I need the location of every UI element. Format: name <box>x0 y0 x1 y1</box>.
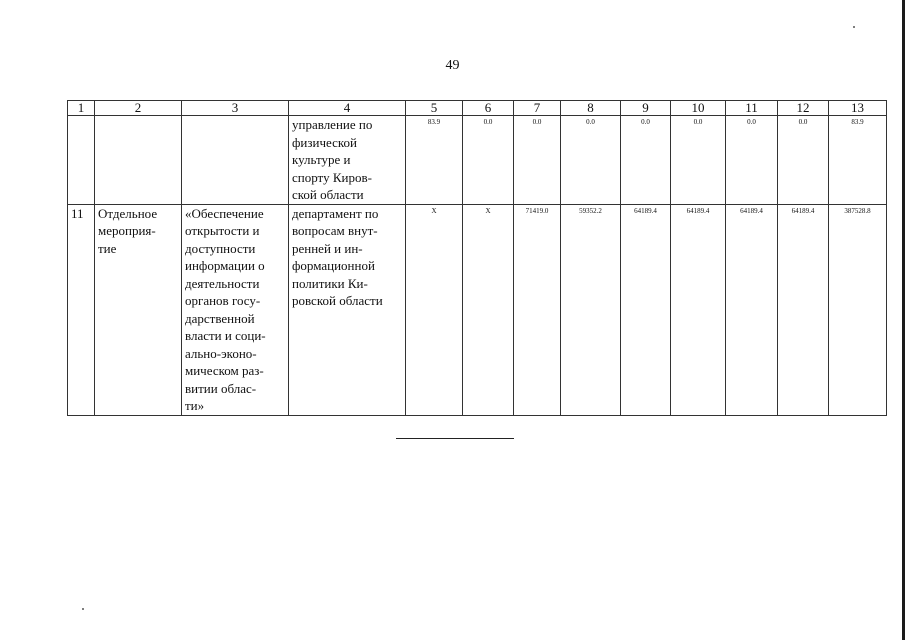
value-cell: 83.9 <box>406 116 463 205</box>
scan-speck <box>853 26 855 28</box>
col-header: 13 <box>829 101 887 116</box>
col-header: 12 <box>778 101 829 116</box>
value-cell: 83.9 <box>829 116 887 205</box>
col-header: 5 <box>406 101 463 116</box>
value-cell: 387528.8 <box>829 204 887 415</box>
value-cell: 64189.4 <box>621 204 671 415</box>
col-header: 11 <box>726 101 778 116</box>
col-header: 8 <box>561 101 621 116</box>
table-row <box>68 116 887 205</box>
value-cell: 59352.2 <box>561 204 621 415</box>
value-cell: X <box>406 204 463 415</box>
header-row <box>68 101 887 116</box>
executor-cell: управление по физической культуре и спорту Киров- ской области <box>289 116 406 205</box>
value-cell: 64189.4 <box>726 204 778 415</box>
value-cell: 64189.4 <box>671 204 726 415</box>
measure-name-cell: «Обеспечение открытости и доступности информации о деятельности органов госу- дарственной власти и соци- ально-эконо- мическом раз- витии облас- ти» <box>182 204 289 415</box>
col-header: 9 <box>621 101 671 116</box>
closing-rule <box>396 438 514 439</box>
measure-name-cell <box>182 116 289 205</box>
measure-type-cell: Отдельное мероприя- тие <box>95 204 182 415</box>
executor-cell: департамент по вопросам внут- ренней и ин- формационной политики Ки- ровской области <box>289 204 406 415</box>
budget-table <box>67 100 887 416</box>
value-cell: X <box>463 204 514 415</box>
col-header: 4 <box>289 101 406 116</box>
col-header: 2 <box>95 101 182 116</box>
page-number: 49 <box>445 58 460 73</box>
col-header: 3 <box>182 101 289 116</box>
row-number-cell <box>68 116 95 205</box>
value-cell: 0.0 <box>561 116 621 205</box>
col-header: 7 <box>514 101 561 116</box>
measure-type-cell <box>95 116 182 205</box>
value-cell: 0.0 <box>671 116 726 205</box>
value-cell: 0.0 <box>778 116 829 205</box>
row-number-cell: 11 <box>68 204 95 415</box>
col-header: 10 <box>671 101 726 116</box>
col-header: 6 <box>463 101 514 116</box>
value-cell: 0.0 <box>514 116 561 205</box>
value-cell: 0.0 <box>463 116 514 205</box>
value-cell: 0.0 <box>621 116 671 205</box>
value-cell: 0.0 <box>726 116 778 205</box>
col-header: 1 <box>68 101 95 116</box>
table-row <box>68 204 887 415</box>
value-cell: 64189.4 <box>778 204 829 415</box>
scan-speck <box>82 608 84 610</box>
value-cell: 71419.0 <box>514 204 561 415</box>
